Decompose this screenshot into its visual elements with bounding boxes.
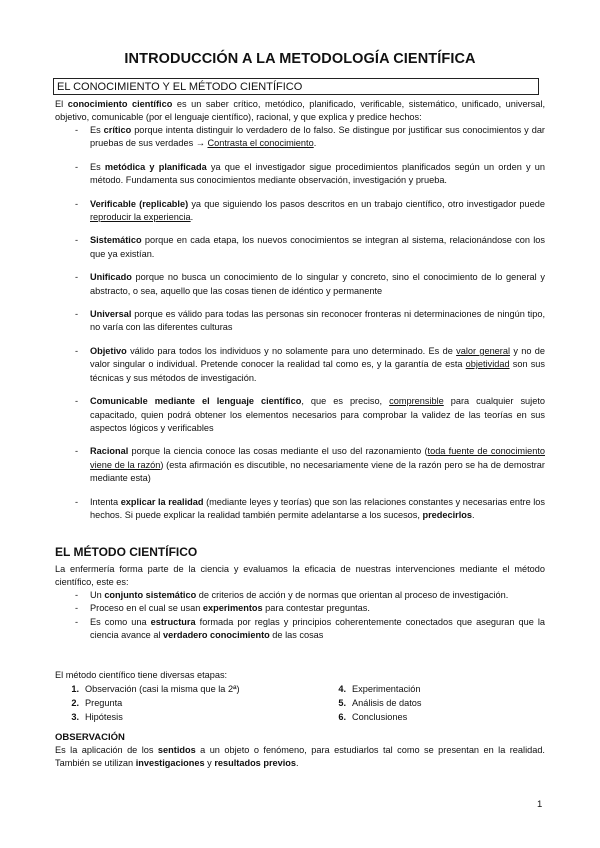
observation-heading: OBSERVACIÓN [55, 732, 125, 743]
list-item: - Racional porque la ciencia conoce las cosas mediante el uso del razonamiento (toda fuente de conocimiento viene de la razón) (esta afirmación es discutible, no necesariamente viene de la razón pero se ha de demostrar mediante esta) [75, 446, 545, 484]
list-item: - Intenta explicar la realidad (mediante leyes y teorías) que son las relaciones constantes y necesarias entre los hechos. Si puede explicar la realidad también permite adelantarse a los sucesos, predecirlos. [75, 496, 546, 520]
characteristics-list [55, 124, 545, 522]
list-item: - Unificado porque no busca un conocimiento de lo singular y concreto, sino el conocimiento de lo general y abstracto, o sea, aquello que las cosas tienen de idéntico y permanente [75, 272, 545, 296]
method-heading: EL MÉTODO CIENTÍFICO [55, 545, 198, 559]
list-item: - Es metódica y planificada ya que el investigador sigue procedimientos planificados según un orden y un método. Fundamenta sus conocimientos mediante observación, investigación y prueba. [75, 161, 545, 186]
list-item: - Universal porque es válido para todas las personas sin reconocer fronteras ni determinaciones de ningún tipo, no varía con las diferentes culturas [75, 309, 545, 333]
stages-list-left [64, 683, 240, 725]
method-list [55, 589, 545, 643]
stage-item: 1. Observación (casi la misma que la 2ª) [71, 684, 240, 694]
section-box-heading: EL CONOCIMIENTO Y EL MÉTODO CIENTÍFICO [53, 78, 539, 95]
stages-intro: El método científico tiene diversas etapas: [55, 670, 228, 680]
list-item: - Verificable (replicable) ya que siguiendo los pasos descritos en un trabajo científico, otro investigador puede reproducir la experiencia. [75, 198, 545, 223]
list-item: - Un conjunto sistemático de criterios de acción y de normas que orientan al proceso de investigación. [75, 590, 509, 600]
page-number: 1 [537, 799, 543, 810]
stage-item: 5. Análisis de datos [338, 698, 422, 708]
stage-item: 3. Hipótesis [71, 712, 123, 722]
list-item: - Proceso en el cual se usan experimentos para contestar preguntas. [75, 603, 370, 614]
list-item: - Es crítico porque intenta distinguir lo verdadero de lo falso. Se distingue por justificar sus conocimientos y dar pruebas de sus verdades → Contrasta el conocimiento. [75, 125, 545, 149]
page-title: INTRODUCCIÓN A LA METODOLOGÍA CIENTÍFICA [124, 51, 476, 67]
stage-item: 6. Conclusiones [338, 712, 408, 722]
intro-paragraph: El conocimiento científico es un saber crítico, metódico, planificado, verificable, sistemático, unificado, universal, objetivo, comunicable (por el lenguaje científico), racional, y que explica y predice hechos: [55, 99, 545, 123]
method-intro-paragraph: La enfermería forma parte de la ciencia y evaluamos la eficacia de nuestras intervenciones mediante el método científico, este es: [55, 564, 545, 588]
list-item: - Es como una estructura formada por reglas y principios coherentemente conectados que aseguran que la ciencia avance al verdadero conocimiento de las cosas [75, 616, 545, 641]
observation-paragraph: Es la aplicación de los sentidos a un objeto o fenómeno, para estudiarlos tal como se presentan en la realidad. También se utilizan investigaciones y resultados previos. [55, 745, 545, 769]
stages-list-right [331, 683, 421, 725]
list-item: - Sistemático porque en cada etapa, los nuevos conocimientos se integran al sistema, relacionándose con los que ya existían. [75, 235, 545, 259]
list-item: - Comunicable mediante el lenguaje científico, que es preciso, comprensible para cualquier sujeto capacitado, quien podrá obtener los elementos necesarios para comprobar la validez de las teorías en sus aspectos lógicos y verificables [75, 396, 545, 433]
stage-item: 2. Pregunta [71, 698, 123, 708]
list-item: - Objetivo válido para todos los individuos y no solamente para uno determinado. Es de valor general y no de valor singular o individual. Pretende conocer la realidad tal como es, y la garantía de esta objetividad son sus técnicas y sus métodos de investigación. [75, 345, 545, 383]
stage-item: 4. Experimentación [338, 684, 421, 694]
